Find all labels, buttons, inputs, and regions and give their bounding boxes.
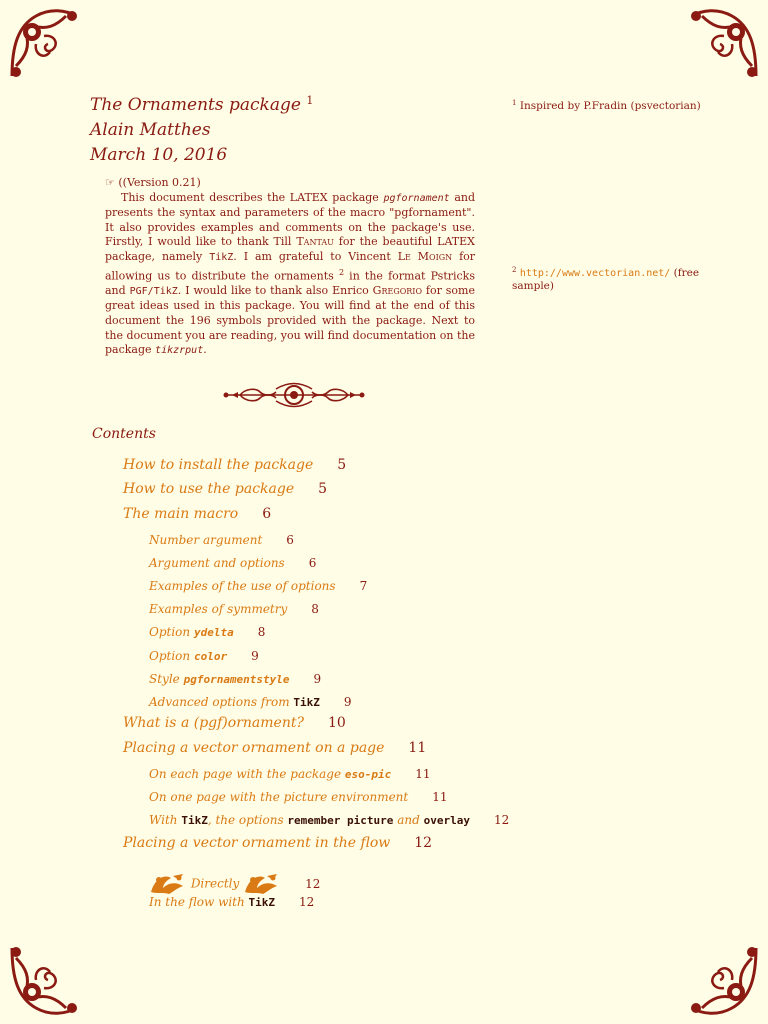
toc-entry-label: TikZ: [181, 814, 208, 827]
footnote-mark-2[interactable]: 2: [338, 267, 345, 277]
toc-entry-label: How to use the package: [123, 481, 295, 497]
name-gregorio: Gregorio: [372, 283, 423, 297]
toc-entry[interactable]: [123, 740, 426, 756]
toc-page-number: 6: [308, 556, 317, 570]
toc-entry-label: eso-pic: [344, 768, 392, 781]
toc-entry-label: overlay: [423, 814, 470, 827]
toc-page-number: 9: [251, 649, 259, 663]
toc-entry-label: How to install the package: [123, 457, 314, 473]
toc-entry-label: and: [393, 813, 424, 827]
toc-entry[interactable]: [123, 715, 346, 731]
toc-entry-label: Placing a vector ornament in the flow: [123, 835, 391, 851]
footnote-mark: 2: [512, 266, 517, 274]
contents-heading: Contents: [92, 426, 156, 442]
document-title: [90, 88, 313, 118]
toc-entry-label: Style: [149, 672, 184, 686]
toc-entry-label: With: [149, 813, 182, 827]
toc-entry[interactable]: [123, 481, 327, 497]
toc-entry[interactable]: [123, 835, 432, 851]
corner-ornament-top-right: [686, 6, 762, 82]
name-tantau: Tantau: [296, 235, 334, 249]
toc-entry-label: TikZ: [293, 696, 320, 709]
toc-entry-label: Option: [149, 625, 194, 639]
title-text: The Ornaments package: [90, 95, 301, 115]
pointing-hand-icon: ☞: [105, 176, 115, 189]
toc-entry-label: In the flow with: [149, 895, 249, 909]
date: March 10, 2016: [90, 145, 228, 165]
toc-page-number: 12: [305, 876, 321, 891]
toc-entry-label: What is a (pgf)ornament?: [123, 715, 304, 731]
title-footnote-mark[interactable]: 1: [306, 94, 314, 107]
toc-page-number: 7: [359, 579, 368, 593]
toc-entry-label: Placing a vector ornament on a page: [123, 740, 385, 756]
ornament-icon: [243, 877, 281, 891]
abstract-text: . I would like to thank also Enrico: [177, 283, 373, 297]
margin-note-2: [512, 264, 702, 293]
toc-entry[interactable]: [149, 695, 352, 709]
toc-entry[interactable]: [149, 813, 509, 827]
abstract-text: for allowing us to distribute the ornaments: [105, 249, 476, 283]
footnote-text: (free sample): [512, 267, 700, 292]
toc-entry[interactable]: [149, 790, 448, 804]
abstract-text: for the beautiful: [333, 235, 438, 249]
version-text: ((Version 0.21): [118, 176, 201, 189]
footnote-text: Inspired by P.Fradin (psvectorian): [519, 100, 701, 112]
toc-page-number: 5: [337, 457, 347, 473]
toc-entry[interactable]: [123, 457, 346, 473]
abstract-text: in the format Pstricks and: [105, 269, 475, 297]
toc-page-number: 12: [493, 813, 510, 827]
toc-page-number: 8: [311, 602, 319, 616]
toc-entry-label: TikZ: [248, 896, 276, 909]
tikz-name: TikZ: [209, 251, 234, 263]
abstract-text: for some great ideas used in this package. You will find at the end of this document the 196 symbols provided with the package. Next to the document you are reading, you will find documentation on the package: [105, 283, 475, 357]
package-tikzrput: tikzrput: [155, 345, 204, 357]
toc-page-number: 10: [327, 715, 346, 731]
author: Alain Matthes: [90, 120, 211, 140]
divider-ornament: [220, 380, 368, 410]
toc-entry[interactable]: [149, 625, 265, 639]
toc-entry-label: The main macro: [123, 506, 239, 522]
toc-entry-label: Number argument: [149, 533, 263, 547]
toc-entry[interactable]: [149, 872, 320, 896]
toc-entry[interactable]: [123, 506, 271, 522]
toc-entry-label: On one page with the picture environment: [149, 790, 409, 804]
toc-entry-label: pgfornamentstyle: [183, 673, 290, 686]
corner-ornament-bottom-left: [6, 942, 82, 1018]
toc-entry[interactable]: [149, 602, 319, 616]
toc-page-number: 9: [343, 695, 352, 709]
ornament-icon: [149, 877, 187, 891]
toc-page-number: 12: [299, 895, 315, 909]
toc-entry-label: Argument and options: [149, 556, 285, 570]
toc-page-number: 11: [415, 767, 431, 781]
toc-entry[interactable]: [149, 672, 321, 686]
name-lemoign: Le Moign: [397, 249, 453, 263]
pgf-tikz-name: PGF/TikZ: [129, 285, 178, 297]
abstract-text: .: [203, 343, 207, 357]
toc-page-number: 5: [318, 481, 328, 497]
toc-entry[interactable]: [149, 649, 259, 663]
toc-entry-label: Advanced options from: [149, 695, 294, 709]
toc-entry-label: color: [193, 650, 228, 663]
toc-page-number: 6: [286, 533, 294, 547]
abstract-text: This document describes the: [121, 190, 290, 204]
toc-entry[interactable]: [149, 556, 316, 570]
toc-entry[interactable]: [149, 533, 294, 547]
toc-entry-label: On each page with the package: [149, 767, 345, 781]
toc-page-number: 12: [414, 835, 433, 851]
corner-ornament-bottom-right: [686, 942, 762, 1018]
abstract-text: and presents the syntax and parameters of the macro "pgfornament". It also provides examples and comments on the package's use. Firstly, I would like to thank Till: [105, 190, 475, 249]
abstract-text: package, namely: [105, 249, 210, 263]
toc-entry-label: Examples of symmetry: [149, 602, 288, 616]
toc-entry-label: Examples of the use of options: [149, 579, 336, 593]
abstract-text: package: [327, 190, 384, 204]
abstract: [105, 176, 475, 359]
margin-note-1: [512, 97, 712, 113]
toc-page-number: 9: [313, 672, 322, 686]
toc-entry-label: , the options: [207, 813, 288, 827]
latex-logo: LATEX: [289, 190, 328, 204]
toc-entry[interactable]: [149, 579, 367, 593]
title-block: [90, 88, 313, 168]
toc-page-number: 11: [432, 790, 448, 804]
toc-page-number: 8: [257, 625, 266, 639]
toc-entry[interactable]: [149, 895, 314, 909]
toc-entry-label: ydelta: [193, 626, 234, 639]
vectorian-link[interactable]: http://www.vectorian.net/: [519, 268, 671, 279]
corner-ornament-top-left: [6, 6, 82, 82]
toc-entry[interactable]: [149, 767, 431, 781]
package-name: pgfornament: [383, 192, 450, 204]
footnote-mark: 1: [512, 99, 517, 107]
toc-page-number: 6: [262, 506, 272, 522]
toc-page-number: 11: [408, 740, 427, 756]
toc-entry-label: Directly: [187, 876, 244, 891]
abstract-text: . I am grateful to Vincent: [233, 249, 398, 263]
toc-entry-label: Option: [149, 649, 194, 663]
latex-logo: LATEX: [437, 235, 475, 249]
toc-entry-label: remember picture: [287, 814, 394, 827]
